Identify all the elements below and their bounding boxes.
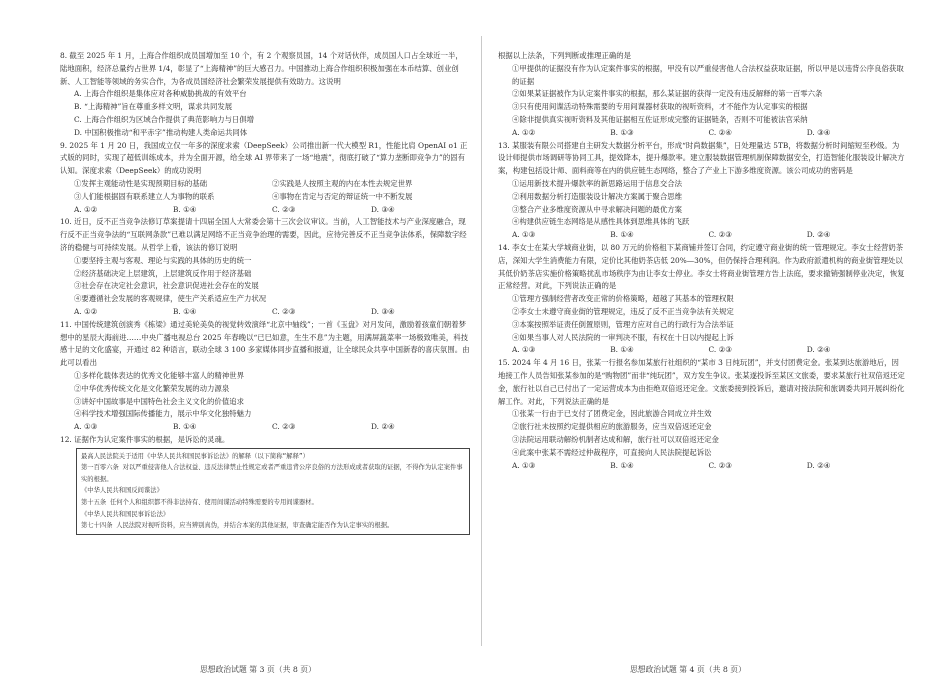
option-d: D. 中国积极推动“和平赤字”推动构建人类命运共同体 bbox=[74, 127, 248, 137]
option-c: C. 上海合作组织为区域合作提供了典范影响力与日俱增 bbox=[74, 114, 255, 124]
statement-item: ④事物在肯定与否定的辩证统一中不断发展 bbox=[272, 191, 413, 201]
statement-item: ②旅行社未按照约定提供相应的旅游服务，应当双倍返还定金 bbox=[512, 422, 712, 432]
choice-b: B. ①④ bbox=[173, 422, 197, 432]
question-14 bbox=[498, 242, 905, 357]
statement-item: ②中华优秀传统文化是文化繁荣发展的动力源泉 bbox=[74, 383, 230, 393]
option-a: A. 上海合作组织是集体应对各种威胁挑战的有效平台 bbox=[74, 89, 247, 99]
statement-item: ②李女士未遵守商业街的管理规定，违反了反不正当竞争法有关规定 bbox=[512, 306, 734, 316]
question-stem: 10. 近日，反不正当竞争法修订草案提请十四届全国人大常委会第十三次会议审议。当前，人工智能技术与产业深度融合，现行反不正当竞争法的“互联网条款”已难以满足网络不正当竞争治理的需要，因此，应待完善反不正当竞争法体系，保障数字经济的稳健与可持续发展。从哲学上看，该法的修订说明 bbox=[60, 217, 467, 252]
statement-item: ①多样化载体表达的优秀文化能够丰富人的精神世界 bbox=[74, 370, 244, 380]
statement-item: ③社会存在决定社会意识，社会意识促进社会存在的发展 bbox=[74, 281, 259, 291]
statement-item: ④此案中张某不需经过仲裁程序，可直接向人民法院提起诉讼 bbox=[512, 447, 712, 457]
statement-item: ④除非提供真实视听资料及其他证据相互佐证形成完整的证据链条，否则不可能被法官采纳 bbox=[512, 114, 808, 124]
choice-a: A. ①② bbox=[74, 306, 98, 316]
question-stem: 9. 2025 年 1 月 20 日，我国成立仅一年多的深度求索（DeepSeek）公司推出新一代大模型 R1，性能比肩 OpenAI o1 正式版的同时，实现了超低训练成本，并为全面开源，给全球 AI 界带来了一场“地震”，彻底打破了“算力垄断即竞争力”的固有认知。深度求索（DeepSeek）的成功说明 bbox=[60, 140, 468, 176]
choice-b: B. ①④ bbox=[610, 460, 634, 470]
excerpt-line: 第一百零六条 对以严重侵害他人合法权益、违反法律禁止性规定或者严重违背公序良俗的方法形成或者获取的证据，不得作为认定案件事实的根据。 bbox=[81, 464, 463, 483]
answer-choices bbox=[60, 306, 470, 319]
choice-d: D. ③④ bbox=[371, 306, 395, 316]
choice-a: A. ①③ bbox=[512, 345, 536, 355]
answer-choices bbox=[60, 204, 470, 217]
statement-item: ④构建供应链生态网络是从感性具体到思维具体的飞跃 bbox=[512, 217, 690, 227]
question-11 bbox=[60, 319, 470, 434]
choice-b: B. ①③ bbox=[610, 127, 634, 137]
answer-choices bbox=[498, 344, 905, 357]
choice-d: D. ②④ bbox=[806, 230, 831, 240]
choice-d: D. ②④ bbox=[806, 460, 831, 470]
question-stem: 8. 截至 2025 年 1 月，上海合作组织成员国增加至 10 个，有 2 个观察员国，14 个对话伙伴，成员国人口占全球近一半，陆地面积，经济总量约占世界 1/4，彰显了“上海精神”的巨大感召力。中国推动上海合作组织积极加强在本币结算、创业创新、人工智能等领域的务实合作，为各成员国经济社会繁荣发展提供有效助力。这说明 bbox=[60, 51, 463, 86]
question-stem: 12. 证据作为认定案件事实的根据，是诉讼的灵魂。 bbox=[60, 434, 230, 444]
statement-item: ①发挥主观能动性是实现预期目标的基础 bbox=[74, 178, 208, 188]
excerpt-line: 第十五条 任何个人和组织都不得非法持有、使用间谍活动特殊需要的专用间谍器材。 bbox=[81, 499, 318, 507]
statement-item: ③人们能根据固有联系建立人为事物的联系 bbox=[74, 191, 215, 201]
question-9 bbox=[60, 140, 470, 217]
answer-choices bbox=[498, 127, 905, 140]
statement-item: ②实践是人按照主观的内在本性去规定世界 bbox=[272, 178, 413, 188]
answer-choices bbox=[60, 421, 470, 434]
statement-item: ①运用新技术提升爆款率的新思路运用于信息交合法 bbox=[512, 178, 682, 188]
statement-item: ③整合产业多维度资源从中寻求解决问题的最优方案 bbox=[512, 204, 682, 214]
choice-a: A. ①③ bbox=[512, 460, 536, 470]
choice-d: D. ③④ bbox=[371, 204, 395, 214]
answer-choices bbox=[498, 460, 905, 473]
question-stem: 13. 某服装有限公司搭建自主研发大数据分析平台，形成“时尚数据集”，日处理量达 5TB，将数据分析时间缩短至秒级。为设计师提供市场调研等协同工具，提效降本，提升爆款率。建立服装数据管理机制保障数据安全，打造智能化服装设计解决方案，构建包括设计师、面料商等在内的供应链生态网络，整合了产业上下游多维度资源。该公司成功的密码是 bbox=[498, 140, 905, 176]
choice-d: D. ③④ bbox=[806, 127, 831, 137]
option-b: B. “上海精神”旨在尊重多样文明，谋求共同发展 bbox=[74, 102, 233, 112]
choice-c: C. ②③ bbox=[708, 230, 732, 240]
excerpt-line: 《中华人民共和国民事诉讼法》 bbox=[81, 510, 170, 518]
legal-excerpt-box bbox=[76, 448, 470, 535]
question-stem: 根据以上法条，下列判断或推理正确的是 bbox=[498, 51, 632, 60]
statement-row bbox=[60, 178, 470, 191]
excerpt-line: 第七十四条 人民法院对视听资料，应当辨别真伪，并结合本案的其他证据，审查确定能否作为认定事实的根据。 bbox=[81, 522, 394, 530]
column-divider bbox=[481, 36, 482, 646]
excerpt-line: 《中华人民共和国反间谍法》 bbox=[81, 487, 163, 495]
statement-item: ①管理方强制经营者改变正常的价格策略，超越了其基本的管理权限 bbox=[512, 294, 734, 304]
choice-b: B. ①④ bbox=[173, 204, 197, 214]
choice-a: A. ①③ bbox=[512, 230, 536, 240]
choice-d: D. ②④ bbox=[371, 422, 395, 432]
statement-item: ③本案按照举证责任倒置原则，管理方应对自己的行政行为合法举证 bbox=[512, 319, 734, 329]
right-column bbox=[498, 50, 905, 472]
question-8 bbox=[60, 50, 470, 140]
statement-item: ②经济基础决定上层建筑，上层建筑反作用于经济基础 bbox=[74, 268, 252, 278]
excerpt-line: 最高人民法院关于适用《中华人民共和国民事诉讼法》的解释（以下简称“解释”） bbox=[81, 452, 309, 460]
choice-a: A. ①② bbox=[74, 204, 98, 214]
statement-item: ③只有使用间谍活动特殊需要的专用间谍器材获取的视听资料，才不能作为认定事实的根据 bbox=[512, 102, 808, 112]
question-stem: 14. 李女士在某大学城商业街，以 80 万元的价格租下某商铺并签订合同，约定遵守商业街的统一管理规定。李女士经营奶茶店，深知大学生消费能力有限，定价比其他奶茶店低 20%—30%，但仍保持合理利润。作为政府派遣机构的商业街管理处以其低价奶茶店实施价格策略扰乱市场秩序为由让李女士停业。李女士将商业街管理方告上法庭，要求撤销强制停业决定，恢复正常经营。对此，下列说法正确的是 bbox=[498, 242, 905, 291]
statement-item: ①甲提供的证据没有作为认定案件事实的根据，甲没有以严重侵害他人合法权益获取证据，所以甲是以违背公序良俗获取的证据 bbox=[512, 63, 904, 86]
choice-b: B. ①④ bbox=[173, 306, 197, 316]
statement-item: ②如果某证据被作为认定案件事实的根据，那么某证据的获得一定没有违反解释的第一百零六条 bbox=[512, 89, 823, 99]
question-12 bbox=[60, 434, 470, 535]
choice-c: C. ②③ bbox=[708, 460, 732, 470]
choice-d: D. ②④ bbox=[806, 345, 831, 355]
choice-a: A. ①② bbox=[512, 127, 536, 137]
statement-item: ③讲好中国故事是中国特色社会主义文化的价值追求 bbox=[74, 396, 244, 406]
question-15 bbox=[498, 357, 905, 472]
left-column bbox=[60, 50, 470, 537]
choice-c: C. ②③ bbox=[272, 204, 296, 214]
statement-item: ④如果当事人对人民法院的一审判决不服，有权在十日以内提起上诉 bbox=[512, 332, 734, 342]
choice-a: A. ①③ bbox=[74, 422, 98, 432]
choice-b: B. ①④ bbox=[610, 345, 634, 355]
statement-item: ①要坚持主观与客观、理论与实践的具体的历史的统一 bbox=[74, 255, 252, 265]
statement-item: ②利用数据分析打造服装设计解决方案属于聚合思维 bbox=[512, 191, 682, 201]
question-13 bbox=[498, 140, 905, 242]
choice-c: C. ②③ bbox=[708, 345, 732, 355]
statement-row bbox=[60, 191, 470, 204]
question-stem: 15. 2024 年 4 月 16 日，张某一行报名参加某旅行社组织的“某市 3 日纯玩团”，并支付团费定金。张某到达旅游地后，因地接工作人员告知张某参加的是“购物团”而非“纯玩团”，双方发生争议。张某遂投诉至某区文旅委，要求某旅行社双倍返还定金，旅行社以自己已付出了一定运营成本为由拒绝双倍返还定金。文旅委接到投诉后，邀请对接法院和旅调委共同开展纠纷化解工作。对此，下列说法正确的是 bbox=[498, 358, 905, 406]
statement-item: ④科学技术增强国际传播能力，展示中华文化独特魅力 bbox=[74, 409, 252, 419]
statement-item: ④要遵循社会发展的客观规律，使生产关系适应生产力状况 bbox=[74, 294, 267, 304]
page-footer-left: 思想政治试题 第 3 页（共 8 页） bbox=[200, 665, 316, 674]
statement-item: ①张某一行由于已支付了团费定金，因此旅游合同成立并生效 bbox=[512, 409, 712, 419]
question-12-continued bbox=[498, 50, 905, 140]
page-footer-right: 思想政治试题 第 4 页（共 8 页） bbox=[630, 665, 746, 674]
question-10 bbox=[60, 216, 470, 318]
statement-item: ③法院运用联动解纷机制者达成和解，旅行社可以双倍返还定金 bbox=[512, 434, 719, 444]
choice-c: C. ②③ bbox=[272, 306, 296, 316]
question-stem: 11. 中国传统建筑创演秀《栋梁》通过美轮美奂的视觉转效演绎“北京中轴线”；一首《玉盘》对月发问，激励着孩童们朝着梦想中的星辰大海前进……中央广播电视总台 2025 年春晚以“已巳如意，生生不息”为主题，用满屏蔬菜率一场极致唯美，科技感十足的文化盛宴，开通过 82 种语言，联动全球 3 100 多家媒体同步直播和报道，让全球民众共享中国新春的喜庆氛围。由此可以看出 bbox=[60, 319, 470, 368]
choice-c: C. ②③ bbox=[272, 422, 296, 432]
answer-choices bbox=[498, 229, 905, 242]
choice-b: B. ①④ bbox=[610, 230, 634, 240]
choice-c: C. ②④ bbox=[708, 127, 732, 137]
